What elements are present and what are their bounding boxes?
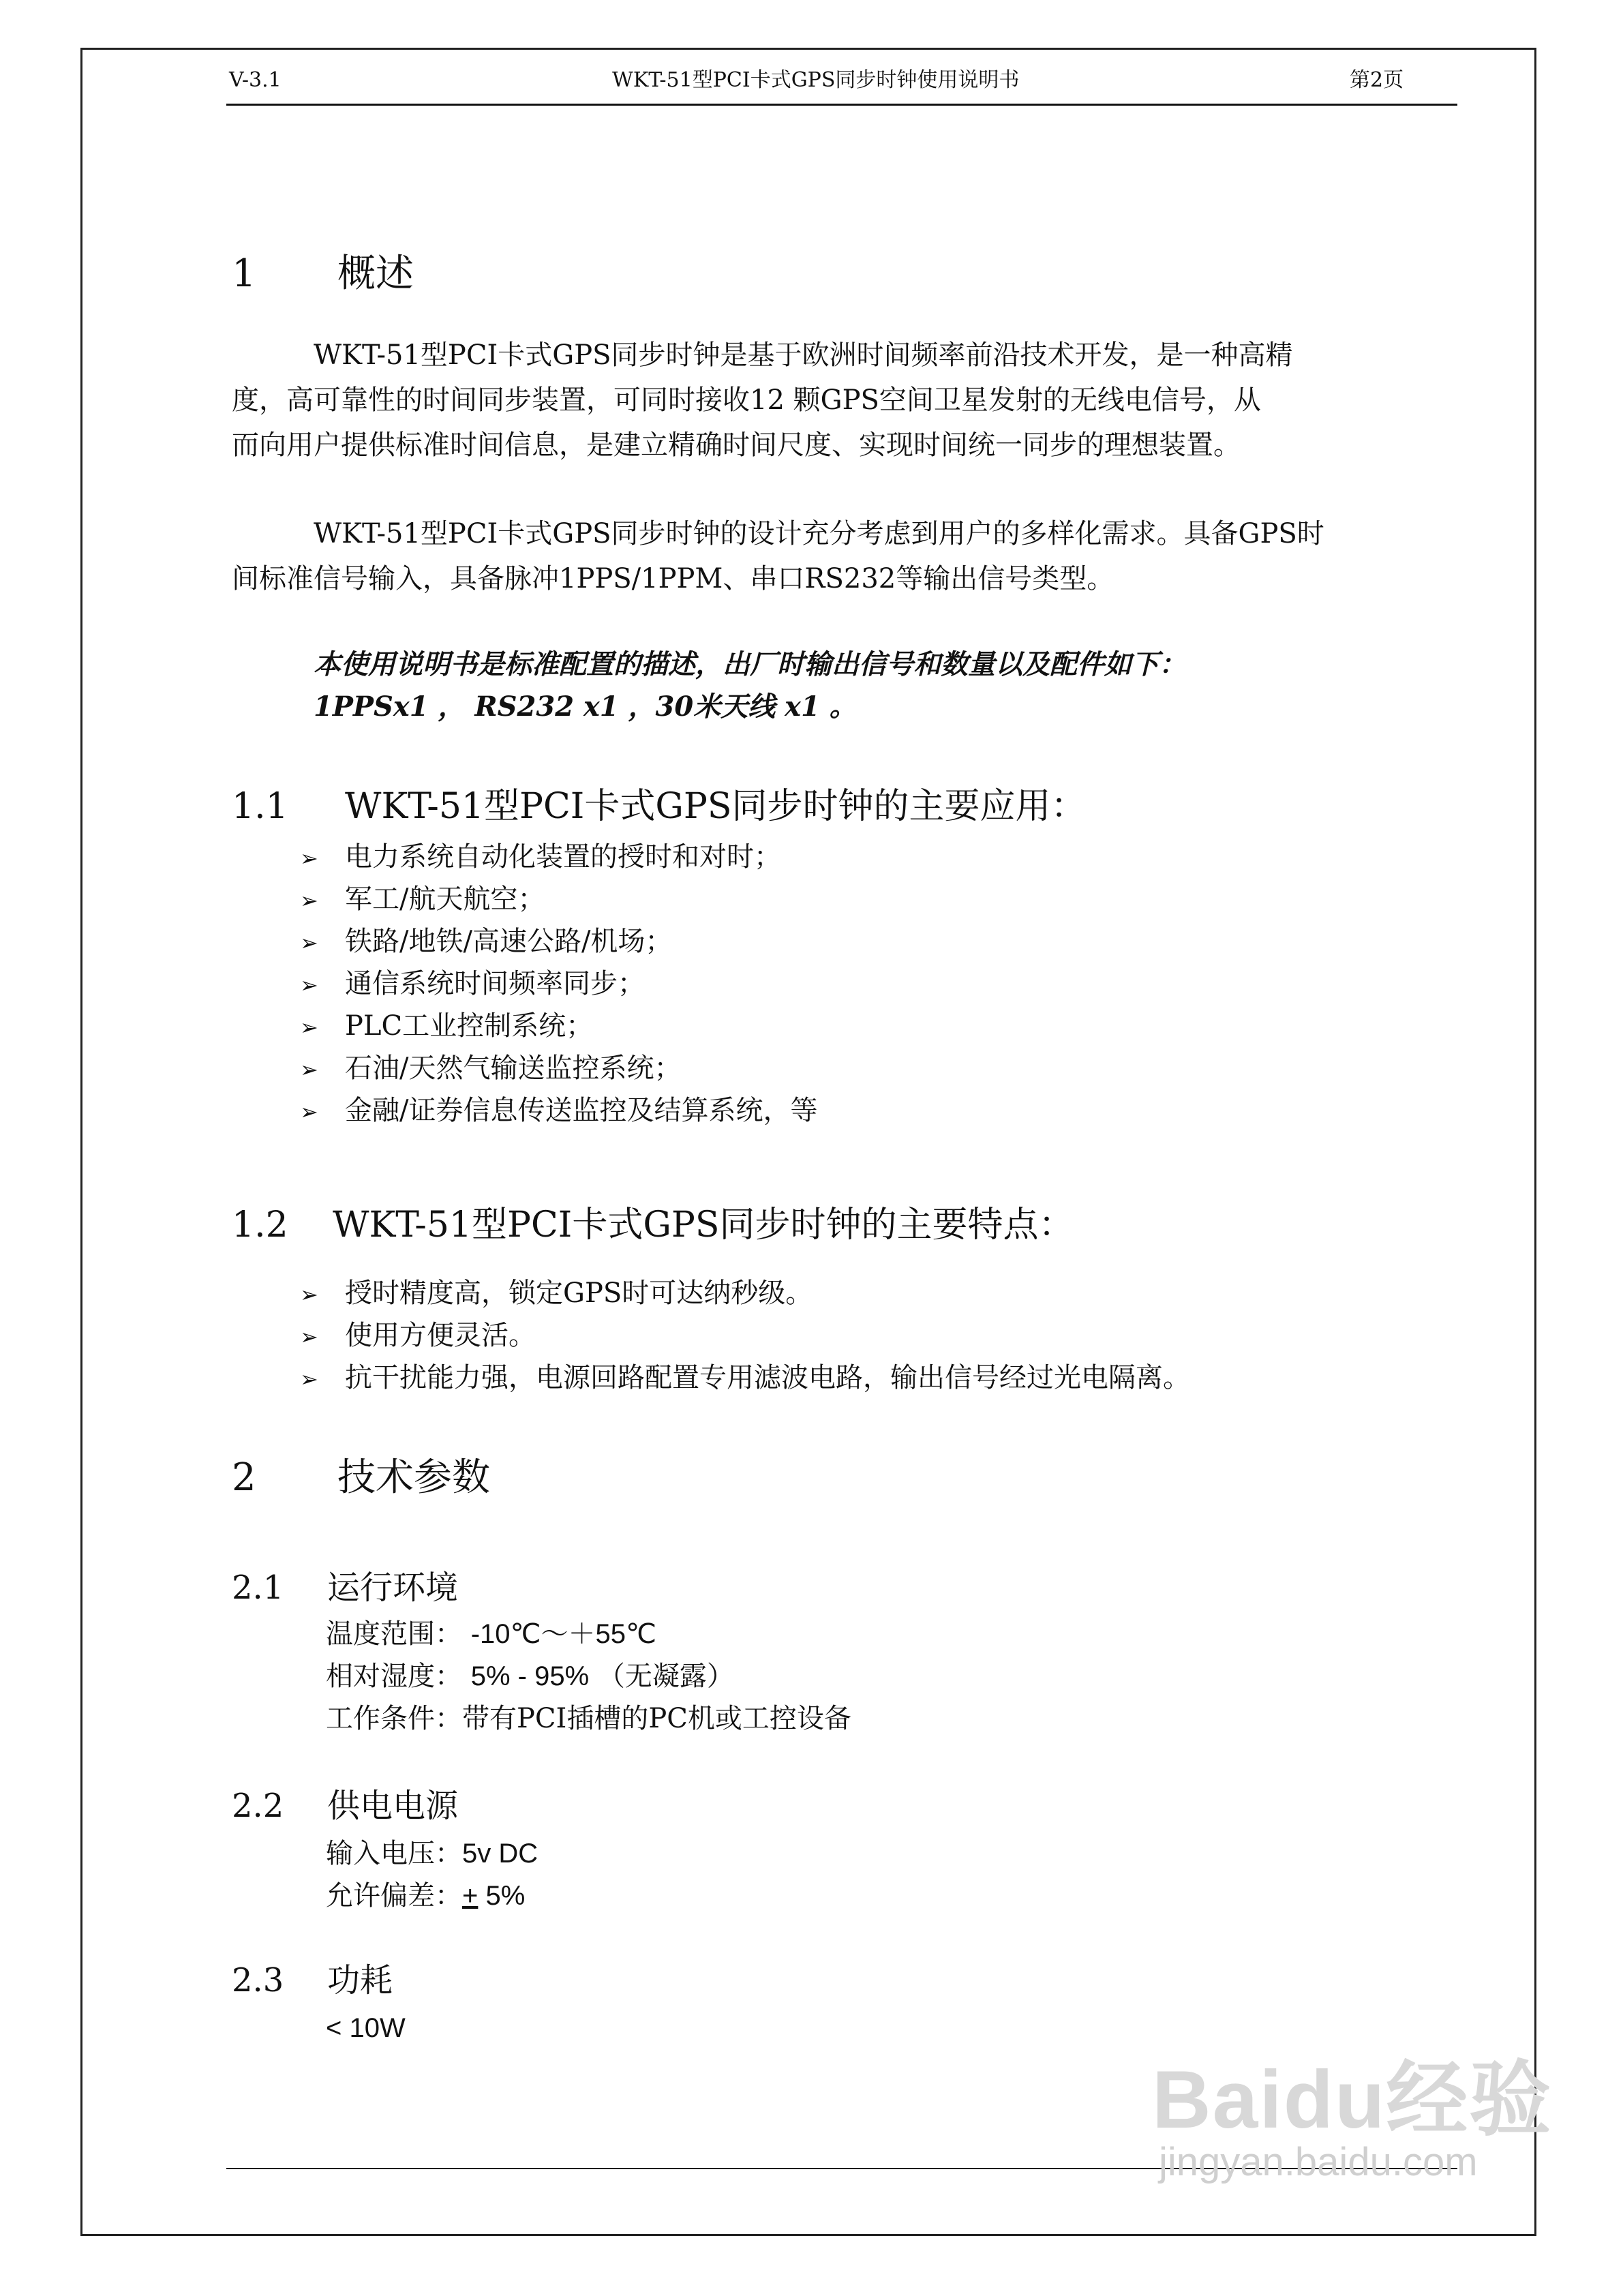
arrow-bullet-icon: ➢	[300, 930, 318, 956]
header-rule	[226, 104, 1457, 106]
header-page-number: 第2页	[1350, 68, 1404, 92]
section-title: 功耗	[327, 1961, 393, 1999]
power-consumption-value: < 10W	[326, 2013, 406, 2043]
paragraph-line: 度，高可靠性的时间同步装置，可同时接收12 颗GPS空间卫星发射的无线电信号，从	[232, 384, 1261, 416]
section-title: 概述	[337, 252, 414, 296]
list-item: ➢ 石油/天然气输送监控系统；	[300, 1047, 681, 1091]
section-title: 供电电源	[327, 1787, 459, 1825]
section-number: 2.1	[232, 1569, 284, 1607]
arrow-bullet-icon: ➢	[300, 1014, 318, 1040]
spec-value: 5%	[478, 1881, 526, 1911]
section-2-2-heading	[232, 1786, 458, 1826]
section-2-1-heading	[232, 1568, 458, 1607]
list-item: ➢ 军工/航天航空；	[300, 878, 545, 922]
section-title: 运行环境	[327, 1569, 459, 1607]
working-condition	[326, 1697, 851, 1740]
arrow-bullet-icon: ➢	[300, 972, 318, 998]
section-1-2-heading	[232, 1204, 1074, 1246]
arrow-bullet-icon: ➢	[300, 1057, 318, 1083]
paragraph-line: WKT-51型PCI卡式GPS同步时钟是基于欧洲时间频率前沿技术开发，是一种高精	[314, 339, 1293, 371]
paragraph-line: WKT-51型PCI卡式GPS同步时钟的设计充分考虑到用户的多样化需求。具备GPS时	[314, 518, 1324, 549]
arrow-bullet-icon: ➢	[300, 1324, 318, 1350]
spec-value: 5v DC	[462, 1839, 539, 1869]
config-note-line: 本使用说明书是标准配置的描述，出厂时输出信号和数量以及配件如下：	[314, 648, 1186, 680]
list-item: ➢ 通信系统时间频率同步；	[300, 963, 645, 1006]
spec-value: 5% - 95%	[470, 1661, 590, 1691]
section-1-1-heading	[232, 785, 1086, 828]
section-number: 2.3	[232, 1961, 284, 1999]
relative-humidity	[326, 1655, 734, 1697]
spec-note: （无凝露）	[597, 1661, 734, 1692]
spec-value: 带有PCI插槽的PC机或工控设备	[462, 1703, 851, 1734]
arrow-bullet-icon: ➢	[300, 1366, 318, 1392]
spec-value: -10℃～＋55℃	[470, 1619, 656, 1649]
header-title: WKT-51型PCI卡式GPS同步时钟使用说明书	[612, 68, 1020, 92]
watermark-url: jingyan.baidu.com	[1159, 2140, 1478, 2184]
header-version: V-3.1	[229, 68, 282, 92]
list-item: ➢ 授时精度高，锁定GPS时可达纳秒级。	[300, 1272, 813, 1316]
section-number: 1.1	[232, 786, 288, 827]
list-item: ➢ 铁路/地铁/高速公路/机场；	[300, 920, 672, 964]
config-note-line: 1PPSx1 ， RS232 x1 ，30米天线 x1 。	[314, 691, 857, 723]
spec-label: 输入电压：	[326, 1838, 462, 1869]
section-number: 2.2	[232, 1787, 284, 1825]
section-title: 技术参数	[337, 1455, 490, 1500]
section-1-heading	[232, 252, 414, 296]
input-voltage	[326, 1832, 538, 1875]
section-2-3-heading	[232, 1961, 393, 2000]
baidu-jingyan-watermark	[1152, 2054, 1553, 2184]
spec-label: 相对湿度：	[326, 1661, 462, 1692]
list-item: ➢ PLC工业控制系统；	[300, 1005, 593, 1048]
allowed-tolerance	[326, 1875, 525, 1917]
section-number: 1.2	[232, 1205, 288, 1245]
plus-minus-sign: +	[462, 1881, 479, 1911]
list-item: ➢ 电力系统自动化装置的授时和对时；	[300, 836, 781, 879]
paragraph-line: 间标准信号输入，具备脉冲1PPS/1PPM、串口RS232等输出信号类型。	[232, 563, 1114, 594]
arrow-bullet-icon: ➢	[300, 888, 318, 913]
section-2-heading	[232, 1456, 490, 1500]
section-title: WKT-51型PCI卡式GPS同步时钟的主要应用：	[345, 786, 1087, 827]
list-item: ➢ 金融/证券信息传送监控及结算系统，等	[300, 1089, 817, 1133]
arrow-bullet-icon: ➢	[300, 1099, 318, 1125]
section-number: 2	[232, 1455, 256, 1500]
paragraph-line: 而向用户提供标准时间信息，是建立精确时间尺度、实现时间统一同步的理想装置。	[232, 429, 1241, 461]
spec-label: 温度范围：	[326, 1618, 462, 1650]
arrow-bullet-icon: ➢	[300, 1282, 318, 1308]
arrow-bullet-icon: ➢	[300, 845, 318, 871]
spec-label: 工作条件：	[326, 1703, 462, 1734]
section-title: WKT-51型PCI卡式GPS同步时钟的主要特点：	[333, 1205, 1074, 1245]
spec-label: 允许偏差：	[326, 1880, 462, 1912]
section-number: 1	[232, 252, 256, 296]
watermark-logo: Baidu经验	[1152, 2054, 1553, 2145]
list-item: ➢ 使用方便灵活。	[300, 1314, 536, 1358]
temperature-range	[326, 1613, 656, 1655]
list-item: ➢ 抗干扰能力强，电源回路配置专用滤波电路，输出信号经过光电隔离。	[300, 1357, 1190, 1400]
